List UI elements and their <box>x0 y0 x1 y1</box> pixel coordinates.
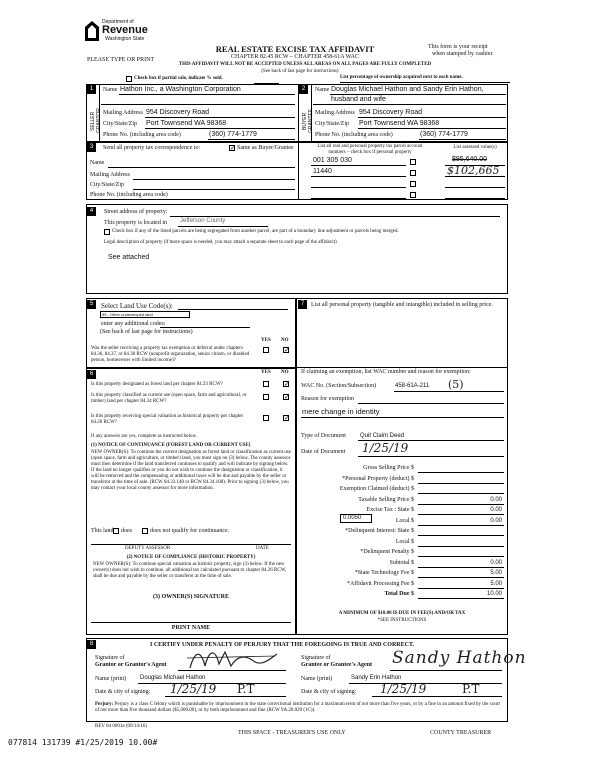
seller-phone[interactable]: (360) 774-1779 <box>209 131 257 138</box>
list-personal-property: List all personal property (tangible and intangible) included in selling price. <box>311 302 493 308</box>
fee-row-line <box>418 546 504 547</box>
legal-description-label: Legal description of property (if more space is needed, you may attach a separate sheet to each page of the affidavit) <box>104 240 337 245</box>
fee-row-value[interactable]: 5.00 <box>490 570 502 576</box>
section-number-5: 5 <box>87 300 96 309</box>
fee-row-value[interactable]: 0.00 <box>490 559 502 566</box>
this-land-label: This land <box>91 528 114 534</box>
grantor-sig-label-1: Signature of <box>95 655 125 661</box>
s3-city-label: City/State/Zip <box>90 182 124 188</box>
same-as-buyer-checkbox[interactable]: ✓ <box>230 144 236 152</box>
parcel-4-personal-checkbox[interactable] <box>410 192 416 198</box>
wac-value[interactable]: 458-61A-211 <box>395 383 430 389</box>
s6-q3: Is this property receiving special valuation as historical property per chapter 84.26 RCW? <box>91 414 244 425</box>
form-title: REAL ESTATE EXCISE TAX AFFIDAVIT <box>215 44 375 54</box>
section-number-7: 7 <box>298 300 307 309</box>
land-use-value: 99 - Other undeveloped land <box>102 312 153 317</box>
buyer-phone-label: Phone No. (including area code) <box>315 132 393 138</box>
section-number-4: 4 <box>87 207 96 216</box>
fee-row-label: *Affidavit Processing Fee $ <box>346 580 414 587</box>
same-as-buyer-label: Same as Buyer/Grantee <box>237 145 294 151</box>
fee-row-line <box>418 588 504 589</box>
please-type: PLEASE TYPE OR PRINT <box>87 57 155 63</box>
county-treasurer: COUNTY TREASURER <box>430 730 492 736</box>
does-not-label: does not qualify for continuance. <box>150 528 230 534</box>
s6-q2: Is this property classified as current use (open space, farm and agricultural, or timber) land per chapter 84.34 RCW? <box>91 393 247 404</box>
s6-q1-yes-checkbox[interactable] <box>263 381 269 387</box>
land-use-label: Select Land Use Code(s): <box>101 302 173 310</box>
grantee-name[interactable]: Sandy Erin Hathon <box>351 675 402 681</box>
s6-no: NO <box>281 370 289 375</box>
perjury-bold: Perjury: <box>95 702 114 707</box>
grantee-name-label: Name (print) <box>301 676 333 682</box>
perjury-notice <box>95 702 503 714</box>
s3-phone-label: Phone No. (including area code) <box>90 192 168 198</box>
s6-q1: Is this property designated as forest land per chapter 84.33 RCW? <box>91 382 223 387</box>
form-subtitle: CHAPTER 82.45 RCW – CHAPTER 458-61A WAC <box>231 54 359 60</box>
segregated-text: Check box if any of the listed parcels are being segregated from another parcel, are part of a boundary line adjustment or parcels being merged. <box>112 229 399 234</box>
s6-yes: YES <box>261 370 271 375</box>
fee-row-label: Total Due $ <box>384 591 414 597</box>
does-label: does <box>121 528 132 534</box>
fee-row-line <box>418 577 504 578</box>
minimum-due: A MINIMUM OF $10.00 IS DUE IN FEE(S) AND/OR TAX <box>338 611 466 616</box>
revenue-logo <box>85 18 155 48</box>
doc-type[interactable]: Quit Claim Deed <box>360 433 405 439</box>
fee-row-label: Gross Selling Price $ <box>363 465 414 471</box>
grantor-city[interactable]: P.T <box>237 682 255 696</box>
s5-see-back: (See back of last page for instructions) <box>100 329 193 335</box>
s5-yes: YES <box>261 338 271 343</box>
treasurer-stamp: 077814 131739 #1/25/2019 10.00# <box>8 738 158 747</box>
seller-mailing[interactable]: 954 Discovery Road <box>146 109 210 116</box>
grantee-sig-label-2: Grantee or Grantee's Agent <box>301 662 373 668</box>
segregated-checkbox[interactable] <box>104 229 110 235</box>
fee-row-label: *Personal Property (deduct) $ <box>342 475 414 482</box>
fee-row-value[interactable]: 0.00 <box>490 507 502 513</box>
parcel-2-personal-checkbox[interactable] <box>410 170 416 176</box>
fee-row-label: Exemption Claimed (deduct) $ <box>339 486 414 492</box>
doc-date[interactable]: 1/25/19 <box>362 441 409 455</box>
receipt-note-1: This form is your receipt <box>428 44 488 50</box>
compliance-title: (2) NOTICE OF COMPLIANCE (HISTORIC PROPERTY) <box>126 555 256 560</box>
does-checkbox[interactable] <box>113 528 119 534</box>
dept-line2: Revenue <box>102 24 148 36</box>
buyer-side-label: BUYER GRANTEE <box>302 108 314 134</box>
deputy-date: DATE <box>256 546 269 551</box>
buyer-city[interactable]: Port Townsend WA 98368 <box>359 120 440 127</box>
fee-row-label: Subtotal $ <box>389 559 414 566</box>
parcel-1-personal-checkbox[interactable] <box>410 159 416 165</box>
fee-row-line <box>418 525 504 526</box>
seller-city-label: City/State/Zip <box>103 121 137 127</box>
revenue-logo-icon <box>85 21 99 41</box>
buyer-name-line1[interactable]: Douglas Michael Hathon and Sandy Erin Hathon, <box>331 86 484 93</box>
partial-sale-label: Check box if partial sale, indicate % sold. <box>134 76 223 81</box>
buyer-phone[interactable]: (360) 774-1779 <box>420 131 468 138</box>
fee-row-value[interactable]: 10.00 <box>486 591 502 597</box>
certify-statement: I CERTIFY UNDER PENALTY OF PERJURY THAT THE FOREGOING IS TRUE AND CORRECT. <box>150 642 415 648</box>
section-number-2: 2 <box>299 85 308 94</box>
grantee-signature[interactable]: Sandy Hathon <box>392 648 527 668</box>
county-value[interactable]: Jefferson County <box>180 218 226 224</box>
grantee-date-label: Date & city of signing: <box>301 689 357 695</box>
parcel-2[interactable]: 11440 <box>313 168 332 175</box>
see-back-header: (See back of last page for instructions) <box>261 69 339 74</box>
parcel-3-personal-checkbox[interactable] <box>410 181 416 187</box>
s6-any-yes: If any answers are yes, complete as instructed below. <box>91 434 198 439</box>
buyer-city-label: City/State/Zip <box>315 121 349 127</box>
seller-name[interactable]: Hathon Inc., a Washington Corporation <box>120 86 241 93</box>
fee-row-line <box>418 535 504 536</box>
fee-row-line <box>418 514 504 515</box>
parcel-header-2: numbers – check box if personal property <box>328 150 412 155</box>
section4-box <box>86 204 508 294</box>
send-correspondence-label: Send all property tax correspondence to: <box>103 145 201 151</box>
doc-date-label: Date of Document <box>301 449 346 455</box>
buyer-mailing-label: Mailing Address <box>315 110 355 116</box>
grantor-name[interactable]: Douglas Michael Hathon <box>140 675 206 681</box>
s5-exemption-question: Was the seller receiving a property tax exemption or deferral under chapters 84.36, 84.37, or 84.38 RCW (nonprofit organization, senior citizen, or disabled person, homeowner with limited income)? <box>91 346 250 363</box>
located-in-label: This property is located in <box>104 220 167 226</box>
fee-row-label: Taxable Selling Price $ <box>358 496 414 503</box>
fee-row-value[interactable]: 5.00 <box>490 580 502 587</box>
rev-number: REV 84 0001a (09/14/16) <box>95 724 147 729</box>
section-number-8: 8 <box>87 640 96 649</box>
wac-label: WAC No. (Section/Subsection) <box>301 383 377 389</box>
deputy-assessor: DEPUTY ASSESSOR <box>125 546 171 551</box>
reason-value[interactable]: mere change in identity <box>302 407 380 416</box>
grantor-name-label: Name (print) <box>95 676 127 682</box>
list-percentage: List percentage of ownership acquired next to each name. <box>340 75 463 80</box>
does-not-checkbox[interactable] <box>142 528 148 534</box>
s5-no: NO <box>281 338 289 343</box>
fee-row-label: Local $ <box>395 517 414 524</box>
treasurer-only: THIS SPACE - TREASURER'S USE ONLY <box>238 730 346 736</box>
enter-additional-codes: enter any additional codes: <box>101 321 166 327</box>
form-warning: THIS AFFIDAVIT WILL NOT BE ACCEPTED UNLESS ALL AREAS ON ALL PAGES ARE FULLY COMPLETED <box>178 62 432 67</box>
s6-q3-no-checkbox[interactable]: ✓ <box>284 414 290 422</box>
s3-mailing-label: Mailing Address <box>90 172 130 178</box>
s6-q2-yes-checkbox[interactable] <box>263 394 269 400</box>
print-name-label: PRINT NAME <box>171 625 211 631</box>
reason-label: Reason for exemption <box>301 396 354 402</box>
buyer-name-label: Name <box>315 87 330 93</box>
legal-description-value[interactable]: See attached <box>108 254 150 261</box>
fee-row-line <box>418 483 504 484</box>
dept-line1: Department of <box>102 19 134 25</box>
fee-row-line <box>418 556 504 557</box>
continuance-title: (1) NOTICE OF CONTINUANCE (FOREST LAND OR CURRENT USE) <box>91 443 251 448</box>
fee-row-label: Local $ <box>395 538 414 545</box>
partial-sale-checkbox[interactable] <box>126 76 132 82</box>
owner-signature-label: (3) OWNER(S) SIGNATURE <box>153 594 229 600</box>
seller-mailing-label: Mailing Address <box>103 110 143 116</box>
parcel-header-1: List all real and personal property tax parcel account <box>317 144 423 149</box>
fee-row-line <box>418 504 504 505</box>
perjury-text: Perjury is a class C felony which is punishable by imprisonment in the state correctional institution for a maximum term of not more than five years, or by a fine in an amount fixed by the court of not more than five thousand dollars ($5,000.00), or by both imprisonment and fine (RCW 9A.20.020 (1C)). <box>95 702 500 713</box>
section-number-3: 3 <box>87 143 96 152</box>
parcel-1[interactable]: 001 305 030 <box>313 157 352 164</box>
continuance-text: NEW OWNER(S): To continue the current designation as forest land or classification as current use (open space, farm and agriculture, or timber) land, you must sign on (3) below. The county assessor must then determine if the land transferred continues to qualify and will indicate by signing below. If the land no longer qualifies or you do not wish to continue the designation or classification, it will be removed and the compensating or additional taxes will be due and payable by the seller or transferor at the time of sale. (RCW 84.33.140 or RCW 84.34.108). Prior to signing (3) below, you may contact your local county assessor for more information. <box>91 450 291 491</box>
fee-row-line <box>418 472 504 473</box>
grantor-date[interactable]: 1/25/19 <box>170 682 217 696</box>
grantor-signature[interactable] <box>185 646 280 672</box>
assessed-header: List assessed value(s) <box>453 145 497 150</box>
s6-q1-no-checkbox[interactable]: ✓ <box>284 380 290 388</box>
fee-row-line <box>418 567 504 568</box>
fee-row-line <box>418 598 504 599</box>
s5-no-checkbox[interactable]: ✓ <box>284 346 290 354</box>
s5-yes-checkbox[interactable] <box>263 347 269 353</box>
street-address-label: Street address of property: <box>104 209 168 215</box>
grantee-city[interactable]: P.T <box>462 682 480 696</box>
grantee-sig-label-1: Signature of <box>301 655 331 661</box>
fee-row-label: *Delinquent Penalty $ <box>360 549 414 555</box>
fee-row-value[interactable]: 0.00 <box>490 517 502 524</box>
buyer-mailing[interactable]: 954 Discovery Road <box>359 109 423 116</box>
seller-phone-label: Phone No. (including area code) <box>103 132 181 138</box>
compliance-text: NEW OWNER(S): To continue special valuation as historic property, sign (3) below. If the new owner(s) does not wish to continue, all additional tax calculated pursuant to chapter 84.26 RCW, shall be due and payable by the seller or transferor at the time of sale. <box>93 562 287 579</box>
s3-name-label: Name <box>90 160 105 166</box>
receipt-note-2: when stamped by cashier. <box>432 51 494 57</box>
fee-row-label: *State Technology Fee $ <box>354 570 414 576</box>
assessed-struck: $95,640.00 <box>452 156 488 163</box>
s6-q3-yes-checkbox[interactable] <box>263 415 269 421</box>
grantor-date-label: Date & city of signing: <box>95 689 151 695</box>
doc-type-label: Type of Document <box>301 433 346 439</box>
claiming-exemption: If claiming an exemption, list WAC number and reason for exemption: <box>301 369 471 375</box>
section-number-6: 6 <box>87 370 96 379</box>
s6-q2-no-checkbox[interactable]: ✓ <box>284 393 290 401</box>
seller-side-label: SELLER GRANTOR <box>90 108 102 134</box>
wac-subsection[interactable]: (5) <box>448 378 464 391</box>
fee-row-label: *Delinquent Interest: State $ <box>345 528 414 534</box>
dept-line3: Washington State <box>105 36 145 42</box>
seller-city[interactable]: Port Townsend WA 98368 <box>146 120 227 127</box>
grantor-sig-label-2: Grantor or Grantor's Agent <box>95 662 167 668</box>
fee-row-line <box>418 493 504 494</box>
grantee-date[interactable]: 1/25/19 <box>380 682 427 696</box>
local-rate: 0.0050 <box>343 515 362 521</box>
assessed-value[interactable]: $102,665 <box>447 164 500 177</box>
buyer-name-line2[interactable]: husband and wife <box>331 96 386 103</box>
fee-row-label: Excise Tax : State $ <box>366 507 414 513</box>
seller-name-label: Name <box>103 87 118 93</box>
see-instructions: *SEE INSTRUCTIONS <box>377 618 427 623</box>
section-number-1: 1 <box>87 85 96 94</box>
fee-row-value[interactable]: 0.00 <box>490 496 502 503</box>
